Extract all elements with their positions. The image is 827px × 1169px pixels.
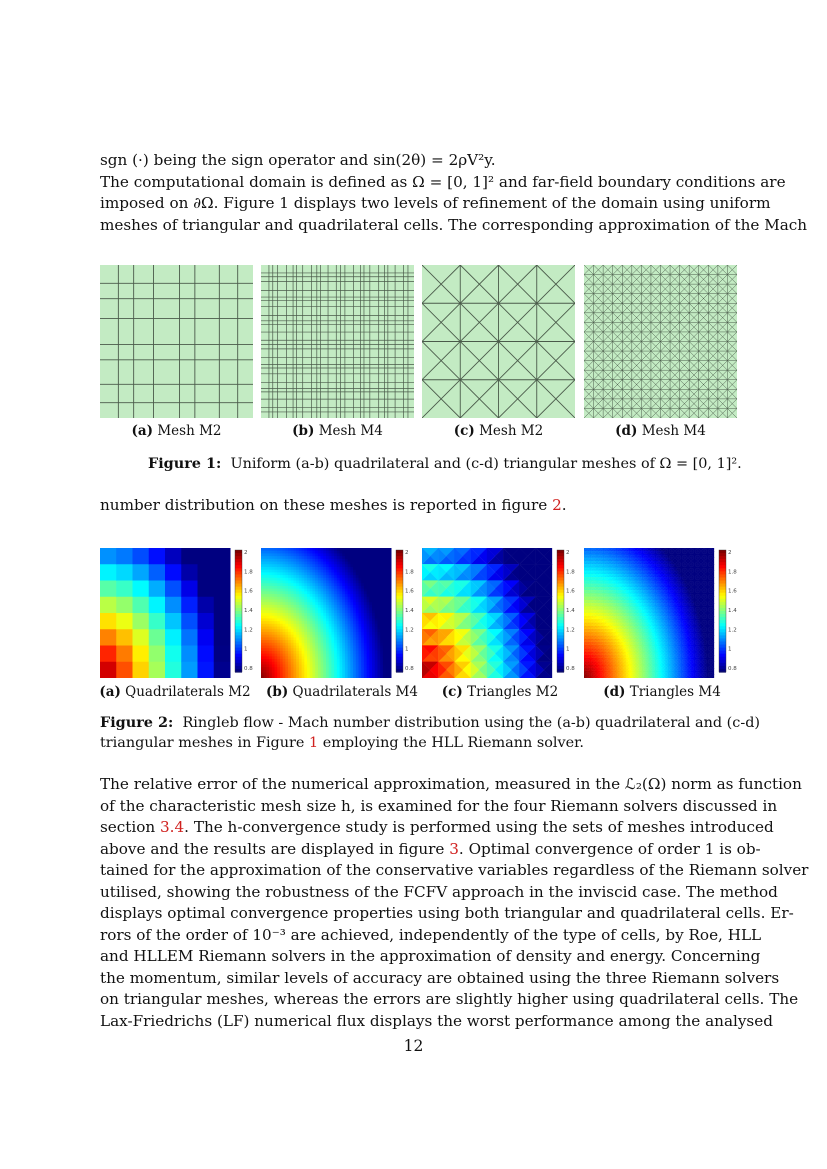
- mach-cell: [181, 597, 198, 614]
- mach-cell: [165, 581, 182, 598]
- intro-line: imposed on ∂Ω. Figure 1 displays two levels of refinement of the domain using uniform: [100, 194, 771, 212]
- mach-cell: [181, 581, 198, 598]
- mach-cell: [198, 548, 215, 565]
- mach-cell: [214, 564, 231, 581]
- mach-cell: [100, 662, 117, 678]
- subcaption-1b: (b) Mesh M4: [292, 423, 383, 439]
- colorbar-tick-label: 1.2: [405, 627, 414, 634]
- mach-cell: [149, 662, 166, 678]
- mach-cell: [133, 581, 150, 598]
- mach-cell: [116, 662, 133, 678]
- mesh-lines: [422, 265, 575, 418]
- intro-line: The computational domain is defined as Ω = [0, 1]² and far-field boundary conditions are: [100, 172, 786, 191]
- mach-cell: [133, 597, 150, 614]
- mach-cell: [149, 597, 166, 614]
- mach-cell: [198, 564, 215, 581]
- mach-cell: [214, 597, 231, 614]
- mach-cell: [198, 646, 215, 663]
- colorbar-tick-label: 1.6: [405, 588, 414, 595]
- colorbar-tick-label: 1.4: [244, 608, 253, 614]
- mach-cell: [100, 597, 117, 614]
- figure-ref[interactable]: 2: [552, 496, 562, 514]
- mach-cell: [100, 613, 117, 630]
- mach-cell: [100, 646, 117, 663]
- mach-tri-m2: [422, 548, 575, 678]
- mach-cell: [388, 675, 391, 678]
- colorbar-tick-label: 1.2: [244, 627, 253, 634]
- mesh-tri-m4: [584, 265, 737, 418]
- colorbar-tick-label: 1.4: [566, 608, 575, 614]
- mach-cell: [214, 629, 231, 646]
- mesh-quad-m4: [261, 265, 414, 418]
- colorbar-tick-label: 1.8: [566, 569, 575, 576]
- subcaption-1a: (a) Mesh M2: [131, 423, 222, 439]
- colorbar-tick-label: 1: [244, 646, 248, 653]
- colorbar-tick-label: 0.8: [566, 666, 575, 672]
- mach-cell: [181, 548, 198, 565]
- colorbar-tick-label: 1.8: [244, 569, 253, 576]
- mach-quad-m2: [100, 548, 253, 678]
- mach-cell: [165, 646, 182, 663]
- mach-cell: [116, 597, 133, 614]
- intro-line: sgn (·) being the sign operator and sin(2θ) = 2ρV²y.: [100, 151, 496, 169]
- mach-cell: [133, 662, 150, 678]
- mach-cell: [165, 597, 182, 614]
- mach-cell: [165, 548, 182, 565]
- mesh-tri-m2: [422, 265, 575, 418]
- mach-cell: [214, 548, 231, 565]
- colorbar-tick-label: 2: [405, 550, 409, 556]
- mach-cell: [133, 613, 150, 630]
- mach-cell: [100, 581, 117, 598]
- mach-cell: [116, 629, 133, 646]
- mach-cell: [181, 662, 198, 678]
- mach-cell: [133, 564, 150, 581]
- mach-cell: [149, 564, 166, 581]
- mach-cell: [214, 662, 231, 678]
- mach-cell: [149, 613, 166, 630]
- mach-quad-m4: [261, 548, 414, 678]
- figure-1-caption: Figure 1: Uniform (a-b) quadrilateral and (c-d) triangular meshes of Ω = [0, 1]².: [148, 455, 742, 472]
- mach-cell: [116, 548, 133, 565]
- colorbar-tick-label: 2: [244, 550, 248, 556]
- mach-cell: [214, 646, 231, 663]
- mach-cell: [100, 629, 117, 646]
- mach-cell: [181, 613, 198, 630]
- subcaption-1c: (c) Mesh M2: [453, 423, 544, 439]
- mach-tri-m4: [584, 548, 737, 678]
- mach-cell: [165, 662, 182, 678]
- mach-cell: [149, 548, 166, 565]
- colorbar-tick-label: 1: [566, 646, 570, 653]
- mach-cell: [149, 646, 166, 663]
- mach-cell: [165, 613, 182, 630]
- colorbar-tick-label: 0.8: [405, 666, 414, 672]
- mesh-lines: [584, 265, 737, 418]
- subcaption-1d: (d) Mesh M4: [615, 423, 706, 439]
- mesh-background: [100, 265, 253, 418]
- mach-cell: [198, 581, 215, 598]
- mach-cell: [198, 629, 215, 646]
- figure-2: [100, 548, 738, 708]
- colorbar-tick-label: 1.4: [405, 608, 414, 614]
- mach-cell: [133, 548, 150, 565]
- colorbar-tick-label: 0.8: [244, 666, 253, 672]
- mach-cell: [100, 564, 117, 581]
- colorbar-tick-label: 1.6: [244, 588, 253, 595]
- mach-cell: [165, 564, 182, 581]
- mach-cell: [198, 613, 215, 630]
- mach-cell: [133, 646, 150, 663]
- mesh-background: [261, 265, 414, 418]
- colorbar-tick-label: 1: [405, 646, 409, 653]
- mesh-quad-m2: [100, 265, 253, 418]
- colorbar-tick-label: 1.8: [405, 569, 414, 576]
- colorbar-tick-label: 2: [566, 550, 570, 556]
- mach-cell: [181, 564, 198, 581]
- mach-cell: [181, 646, 198, 663]
- mach-cell: [214, 613, 231, 630]
- mach-cell: [198, 662, 215, 678]
- colorbar-tick-label: 1.2: [566, 627, 575, 634]
- colorbar-tick-label: 1.6: [566, 588, 575, 595]
- mach-cell: [116, 581, 133, 598]
- mach-cell: [116, 613, 133, 630]
- mach-cell: [149, 629, 166, 646]
- figure-1: [100, 265, 738, 445]
- intro-line: meshes of triangular and quadrilateral cells. The corresponding approximation of the Mach: [100, 215, 808, 234]
- mach-cell: [198, 597, 215, 614]
- mach-cell: [116, 564, 133, 581]
- mach-cell: [100, 548, 117, 565]
- middle-paragraph: number distribution on these meshes is reported in figure 2.: [100, 496, 567, 514]
- intro-paragraph: [100, 150, 808, 236]
- mach-cell: [149, 581, 166, 598]
- mach-cell: [116, 646, 133, 663]
- mach-cell: [181, 629, 198, 646]
- mach-cell: [214, 581, 231, 598]
- mach-cell: [165, 629, 182, 646]
- mach-cell: [133, 629, 150, 646]
